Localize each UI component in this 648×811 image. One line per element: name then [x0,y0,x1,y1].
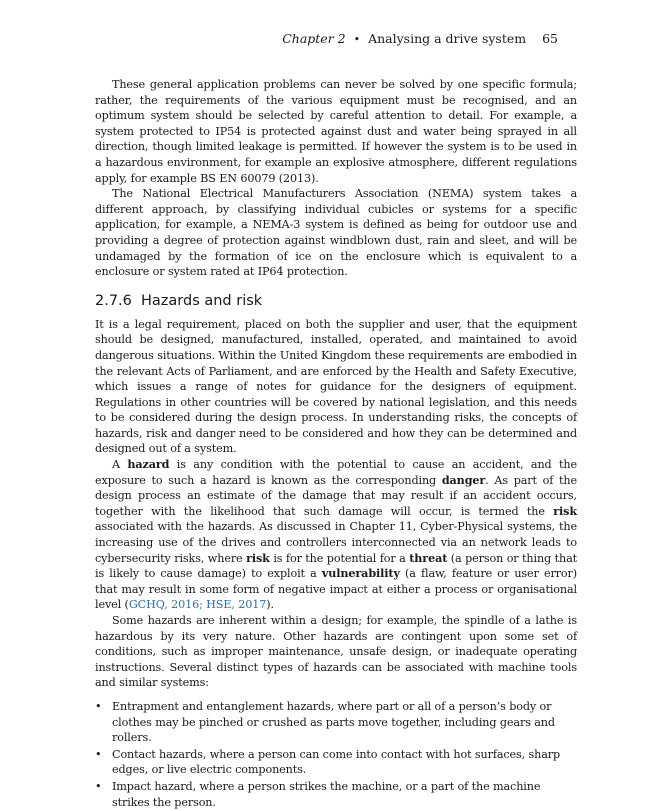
header-separator: • [353,33,361,46]
list-item: • Impact hazard, where a person strikes the machine, or a part of the machine strikes the person. [95,779,541,809]
paragraph-hazard-types: Some hazards are inherent within a design; for example, the spindle of a lathe is hazardous by its very nature. Other hazards are contingent upon some set of conditions, such as improper maintenance, unsafe design, or inadequate operating instructions. Several distinct types of hazards can be associated with machine tools and similar systems: [95,614,577,690]
term-risk: risk [553,503,577,518]
term-vulnerability: vulnerability [321,566,400,581]
paragraph-nema: The National Electrical Manufacturers Association (NEMA) system takes a different approach, by classifying individual cubicles or systems for a specific application, for example, a NEMA-3 system is defined as being for outdoor use and providing a degree of protection against windblown dust, rain and sleet, and will be undamaged by the formation of ice on the enclosure which is equivalent to a enclosure or system rated at IP64 protection. [95,187,577,279]
body-text [95,77,577,811]
term-danger: danger [441,472,486,487]
term-risk-cyber: risk [246,550,270,565]
paragraph-general-problems: These general application problems can never be solved by one specific formula; rather, the requirements of the various equipment must be recognised, and an optimum system should be selected by careful attention to detail. For example, a system protected to IP54 is protected against dust and water being sprayed in all direction, though limited leakage is permitted. If however the system is to be used in a hazardous environment, for example an explosive atmosphere, different regulations apply, for example BS EN 60079 (2013). [95,78,577,185]
list-item: • Contact hazards, where a person can come into contact with hot surfaces, sharp edges, or live electric components. [95,747,561,777]
bullet-icon: • [95,779,102,793]
chapter-label: Chapter 2 [282,31,346,46]
bullet-icon: • [95,747,102,761]
term-threat: threat [409,550,448,565]
citation-link[interactable]: GCHQ, 2016; HSE, 2017 [128,598,267,612]
hazard-list [95,699,577,810]
section-number: 2.7.6 [95,292,132,309]
running-header [282,31,558,48]
paragraph-legal-requirement: It is a legal requirement, placed on both the supplier and user, that the equipment should be designed, manufactured, installed, operated, and maintained to avoid dangerous situations. Within the United Kingdom these requirements are embodied in the relevant Acts of Parliament, and are enforced by the Health and Safety Executive, which issues a range of notes for guidance for the designers of equipment. Regulations in other countries will be covered by national legislation, and this needs to be considered during the design process. In understanding risks, the concepts of hazards, risk and danger need to be considered and how they can be determined and designed out of a system. [95,317,577,456]
section-title: Hazards and risk [141,292,263,309]
list-item: • Entrapment and entanglement hazards, where part or all of a person’s body or clothes may be pinched or crushed as parts move together, including gears and rollers. [95,699,555,745]
page-number: 65 [542,31,558,46]
bullet-icon: • [95,699,102,713]
chapter-title: Analysing a drive system [368,31,527,46]
term-hazard: hazard [127,457,170,472]
section-heading [95,292,577,310]
paragraph-hazard-definition: A hazard is any condition with the potential to cause an accident, and the exposure to such a hazard is known as the corresponding danger. As part of the design process an estimate of the damage that may result if an accident occurs, together with the likelihood that such damage will occur, is termed the risk associated with the hazards. As discussed in Chapter 11, Cyber-Physical systems, the increasing use of the drives and controllers interconnected via an network leads to cybersecurity risks, where risk is for the potential for a threat (a person or thing that is likely to cause damage) to exploit a vulnerability (a flaw, feature or user error) that may result in some form of negative impact at either a process or organisational level (GCHQ, 2016; HSE, 2017). [95,457,578,612]
